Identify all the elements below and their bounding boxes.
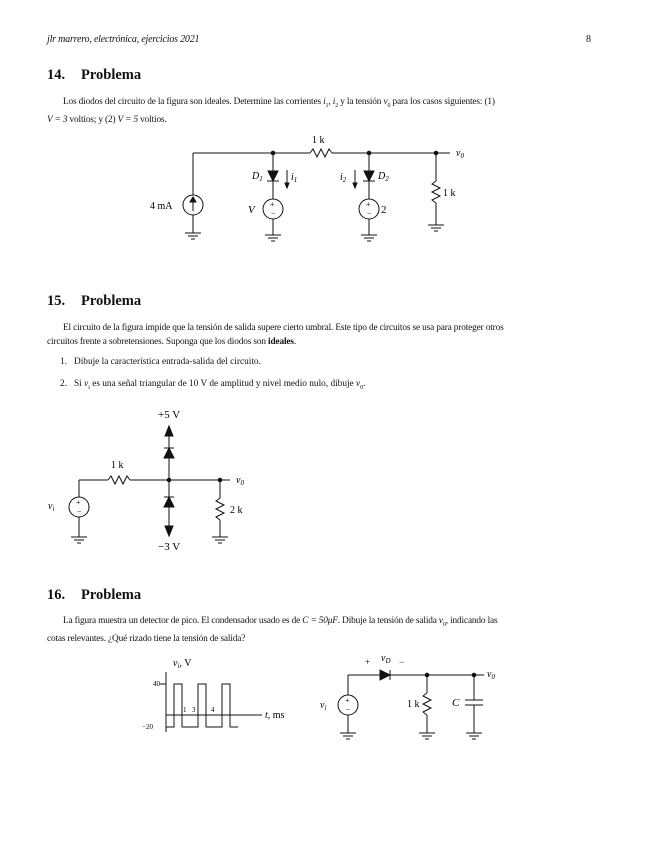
supply-bottom-label: −3 V (158, 541, 181, 553)
capacitor-label: C (452, 697, 460, 709)
output-label: $v_0$ (487, 669, 495, 681)
vd-minus: − (399, 657, 405, 667)
circuit-diagram-15 (0, 400, 655, 560)
resistor-label: 1 k (312, 135, 325, 146)
y-low-tick: −20 (142, 723, 153, 731)
svg-text:−: − (367, 209, 372, 218)
svg-text:−: − (346, 705, 351, 714)
diode-d1-label: $D_1$ (252, 171, 263, 183)
current-i2-label: $i_2$ (340, 172, 347, 184)
diode-d2 (364, 171, 374, 181)
page-number: 8 (586, 34, 591, 45)
problem-number: 14. (47, 67, 66, 83)
y-high-tick: 40 (153, 680, 160, 688)
diode-d1 (268, 171, 278, 181)
resistor-right-label: 2 k (230, 505, 243, 516)
source-v-label: V (248, 204, 255, 216)
diode-bottom (164, 497, 174, 507)
supply-top-label: +5 V (158, 409, 181, 421)
svg-text:+: + (366, 200, 371, 209)
problem-14-heading (47, 67, 141, 84)
problem-16-heading: 16. Problema (47, 587, 142, 603)
x-tick-3: 3 (192, 706, 196, 714)
vd-label: $v_D$ (381, 653, 391, 665)
resistor-label: 1 k (111, 460, 124, 471)
x-tick-4: 4 (211, 706, 215, 714)
input-label: $v_i$ (48, 501, 55, 513)
x-tick-1: 1 (183, 706, 187, 714)
running-header: jlr marrero, electrónica, ejercicios 2021 (47, 34, 200, 45)
svg-text:−: − (77, 507, 82, 516)
problem-15-item-2: 2. Si $v_i$ es una señal triangular de 10 V de amplitud y nivel medio nulo, dibuje $v_0$. (60, 379, 366, 391)
vd-plus: + (365, 657, 371, 667)
svg-text:+: + (270, 200, 275, 209)
source-2-label: 2 (381, 204, 387, 216)
diode-top (164, 448, 174, 458)
problem-15-statement: El circuito de la figura impide que la tensión de salida supere cierto umbral. Este tipo de circuitos se usa para proteger otros circuitos frente a sobretensiones. Suponga que los diodos son ideales. (47, 323, 504, 347)
diode (380, 670, 390, 680)
input-label: $v_i$ (320, 700, 327, 712)
circuit-diagram-14 (0, 125, 655, 255)
diode-d2-label: $D_2$ (378, 171, 389, 183)
svg-text:−: − (271, 209, 276, 218)
waveform-x-label: t, ms (265, 710, 285, 721)
svg-text:+: + (76, 498, 81, 507)
current-i1-label: $i_1$ (291, 172, 298, 184)
waveform-y-label: $v_i$, V (173, 658, 192, 670)
current-source-label: 4 mA (150, 201, 173, 212)
problem-16-statement: La figura muestra un detector de pico. El condensador usado es de C = 50μF. Dibuje la tensión de salida $v_0$, indicando las cotas relevantes. ¿Qué rizado tiene la tensión de salida? (47, 616, 498, 644)
resistor-right-label: 1 k (443, 188, 456, 199)
peak-detector-circuit (0, 645, 655, 750)
problem-title: Problema (81, 67, 142, 83)
problem-15-heading: 15. Problema (47, 293, 142, 309)
problem-14-statement: Los diodos del circuito de la figura son ideales. Determine las corrientes $i_1$, $i_2$ y la tensión $v_0$ para los casos siguientes: (1) V = 3 voltios; y (2) V = 5 voltios. (47, 97, 495, 125)
svg-text:+: + (345, 696, 350, 705)
problem-15-item-1: 1. Dibuje la característica entrada-salida del circuito. (60, 357, 261, 367)
output-label: $v_0$ (456, 148, 464, 160)
output-label: $v_0$ (236, 475, 244, 487)
resistor-label: 1 k (407, 699, 420, 710)
